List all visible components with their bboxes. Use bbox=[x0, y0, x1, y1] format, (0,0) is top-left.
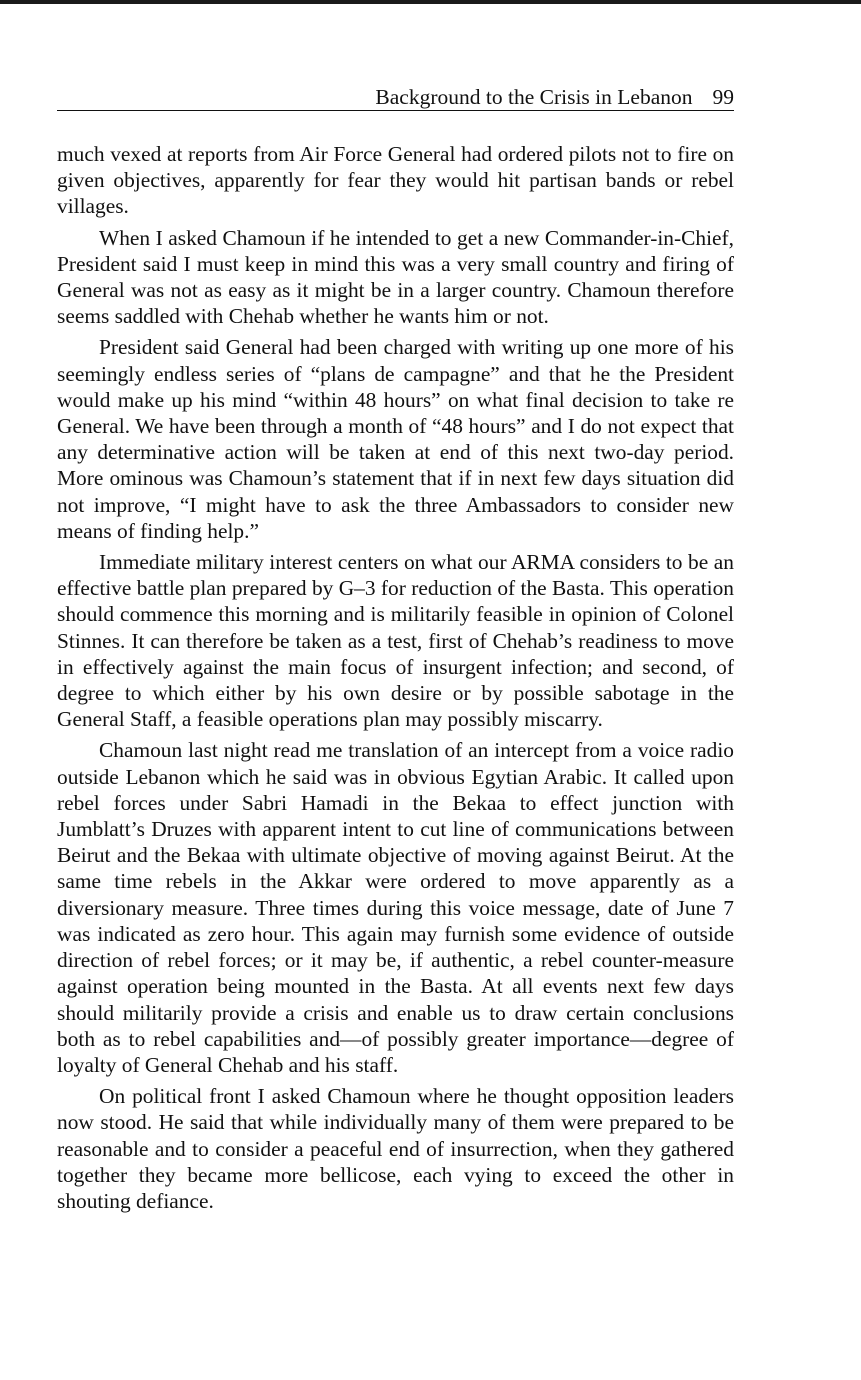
paragraph-radio-intercept: Chamoun last night read me translation of an intercept from a voice radio outside Lebanon which he said was in obvious Egytian Arabic. It called upon rebel forces under Sabri Hamadi in the Bekaa to effect junction with Jumblatt’s Druzes with apparent intent to cut line of communications between Beirut and the Bekaa with ultimate objective of moving against Beirut. At the same time rebels in the Akkar were ordered to move apparently as a diversionary measure. Three times during this voice message, date of June 7 was indicated as zero hour. This again may furnish some evidence of outside direction of rebel forces; or it may be, if authentic, a rebel counter-measure against operation being mounted in the Basta. At all events next few days should militarily provide a crisis and enable us to draw certain conclusions both as to rebel capabilities and—of possibly greater importance—degree of loyalty of General Chehab and his staff. bbox=[57, 738, 734, 1077]
body-text bbox=[57, 141, 734, 1219]
page-number: 99 bbox=[712, 85, 734, 109]
paragraph-continued: much vexed at reports from Air Force General had ordered pilots not to fire on given objectives, apparently for fear they would hit partisan bands or rebel villages. bbox=[57, 142, 734, 219]
paragraph-political-front: On political front I asked Chamoun where he thought opposition leaders now stood. He said that while individually many of them were prepared to be reasonable and to consider a peaceful end of insurrection, when they gathered together they became more bellicose, each vying to exceed the other in shouting defiance. bbox=[57, 1084, 734, 1213]
paragraph-commander-in-chief: When I asked Chamoun if he intended to get a new Commander-in-Chief, President said I must keep in mind this was a very small country and firing of General was not as easy as it might be in a larger country. Chamoun therefore seems saddled with Chehab whether he wants him or not. bbox=[57, 225, 734, 329]
paragraph-plans-de-campagne: President said General had been charged with writing up one more of his seemingly endless series of “plans de campagne” and that he the President would make up his mind “within 48 hours” on what final decision to take re General. We have been through a month of “48 hours” and I do not expect that any determinative action will be taken at end of this next two-day period. More ominous was Chamoun’s statement that if in next few days situation did not improve, “I might have to ask the three Ambassadors to consider new means of finding help.” bbox=[57, 335, 734, 543]
paragraph-battle-plan: Immediate military interest centers on what our ARMA considers to be an effective battle plan prepared by G–3 for reduction of the Basta. This operation should commence this morning and is militarily feasible in opinion of Colonel Stinnes. It can therefore be taken as a test, first of Chehab’s readiness to move in effectively against the main focus of insurgent infection; and second, of degree to which either by his own desire or by possible sabotage in the General Staff, a feasible operations plan may possibly miscarry. bbox=[57, 550, 734, 732]
running-header bbox=[57, 84, 734, 111]
running-title: Background to the Crisis in Lebanon bbox=[375, 85, 693, 109]
scan-top-edge bbox=[0, 0, 861, 4]
